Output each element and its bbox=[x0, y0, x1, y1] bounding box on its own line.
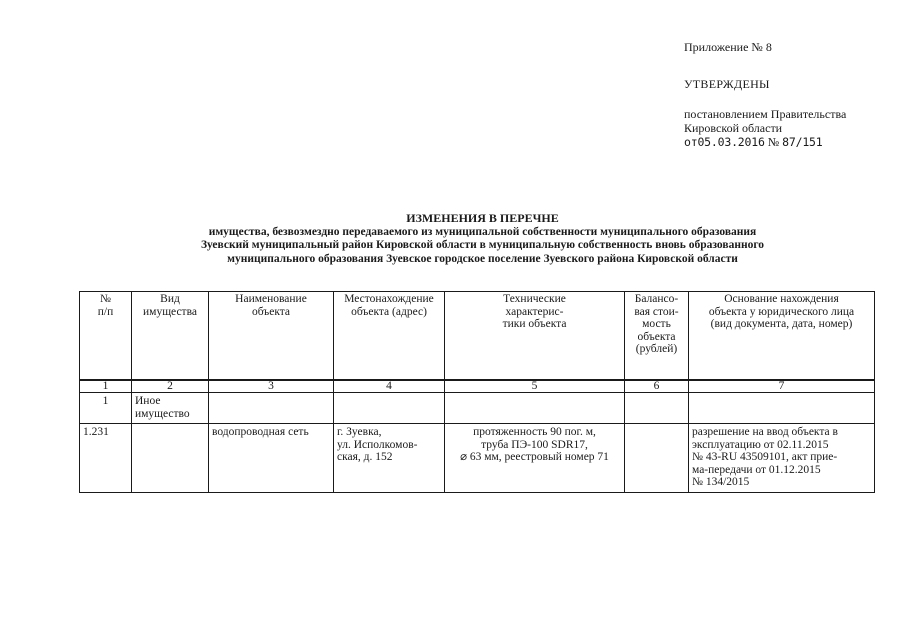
decree-date: 05.03.2016 bbox=[697, 135, 765, 149]
cell-line: ская, д. 152 bbox=[337, 451, 393, 463]
decree-block bbox=[684, 107, 846, 149]
cell-specs bbox=[445, 424, 625, 493]
header-cell-specs bbox=[445, 292, 625, 381]
title-heading: ИЗМЕНЕНИЯ В ПЕРЕЧНЕ bbox=[406, 211, 559, 225]
cell-line: Местонахождение bbox=[344, 293, 434, 305]
cell-line: (вид документа, дата, номер) bbox=[710, 318, 853, 330]
table-row bbox=[80, 424, 875, 493]
cell-line: Технические bbox=[503, 293, 566, 305]
header-cell-kind bbox=[132, 292, 209, 381]
column-number: 6 bbox=[625, 380, 689, 393]
cell-line: труба ПЭ-100 SDR17, bbox=[481, 438, 588, 451]
cell-line: Наименование bbox=[235, 293, 307, 305]
cell-line: Основание нахождения bbox=[724, 293, 839, 305]
column-number: 4 bbox=[334, 380, 445, 393]
column-number: 2 bbox=[132, 380, 209, 393]
cell-line: объекта bbox=[637, 330, 676, 343]
decree-number-sign: № bbox=[767, 135, 780, 149]
cell-line: № 134/2015 bbox=[692, 476, 750, 488]
cell-line: п/п bbox=[97, 305, 114, 318]
table-row bbox=[80, 393, 875, 424]
header-cell-name bbox=[209, 292, 334, 381]
cell-number: 1 bbox=[80, 393, 132, 424]
column-number: 7 bbox=[689, 380, 875, 393]
header-cell-basis bbox=[689, 292, 875, 381]
cell-line: ул. Исполкомов- bbox=[337, 438, 418, 451]
cell-line: объекта (адрес) bbox=[351, 305, 427, 318]
cell-number: 1.231 bbox=[80, 424, 132, 493]
cell-basis bbox=[689, 424, 875, 493]
approved-label: УТВЕРЖДЕНЫ bbox=[684, 77, 770, 91]
cell-address bbox=[334, 393, 445, 424]
cell-line: протяженность 90 пог. м, bbox=[473, 426, 596, 438]
column-number: 5 bbox=[445, 380, 625, 393]
cell-balance bbox=[625, 424, 689, 493]
column-number: 3 bbox=[209, 380, 334, 393]
cell-line: ⌀ 63 мм, реестровый номер 71 bbox=[460, 451, 609, 463]
cell-line: вая стои- bbox=[634, 305, 679, 318]
cell-line: ма-передачи от 01.12.2015 bbox=[692, 463, 821, 476]
cell-address bbox=[334, 424, 445, 493]
property-table bbox=[79, 291, 875, 493]
document-title bbox=[120, 212, 845, 266]
cell-line: Иное bbox=[135, 395, 161, 407]
column-number: 1 bbox=[80, 380, 132, 393]
decree-number: 87/151 bbox=[782, 135, 823, 149]
cell-line: эксплуатацию от 02.11.2015 bbox=[692, 438, 829, 451]
cell-line: разрешение на ввод объекта в bbox=[692, 426, 838, 438]
cell-line: мость bbox=[642, 318, 671, 330]
header-cell-number bbox=[80, 292, 132, 381]
cell-line: имущество bbox=[135, 407, 190, 420]
title-line: муниципального образования Зуевское городское поселение Зуевского района Кировской области bbox=[227, 252, 738, 265]
decree-line: Кировской области bbox=[684, 121, 783, 135]
cell-line: объекта bbox=[251, 305, 291, 318]
title-line: Зуевский муниципальный район Кировской области в муниципальную собственность вновь образованного bbox=[200, 239, 765, 251]
cell-line: Балансо- bbox=[634, 293, 679, 305]
cell-line: имущества bbox=[143, 305, 197, 318]
cell-line: объекта у юридического лица bbox=[708, 305, 855, 318]
table-header-row bbox=[80, 292, 875, 381]
cell-line: тики объекта bbox=[502, 318, 567, 330]
title-line: имущества, безвозмездно передаваемого из муниципальной собственности муниципального образования bbox=[208, 225, 757, 238]
cell-basis bbox=[689, 393, 875, 424]
column-number-row bbox=[80, 380, 875, 393]
cell-name: водопроводная сеть bbox=[209, 424, 334, 493]
cell-specs bbox=[445, 393, 625, 424]
cell-name bbox=[209, 393, 334, 424]
cell-line: г. Зуевка, bbox=[337, 426, 382, 438]
cell-line: (рублей) bbox=[635, 343, 678, 355]
cell-kind bbox=[132, 393, 209, 424]
cell-kind bbox=[132, 424, 209, 493]
cell-line: № 43-RU 43509101, акт прие- bbox=[692, 451, 838, 463]
header-cell-balance bbox=[625, 292, 689, 381]
cell-line: № bbox=[100, 293, 111, 305]
cell-line: характерис- bbox=[505, 305, 564, 318]
cell-balance bbox=[625, 393, 689, 424]
appendix-label: Приложение № 8 bbox=[684, 40, 772, 54]
decree-date-line bbox=[684, 135, 846, 149]
decree-date-prefix: от bbox=[684, 135, 698, 149]
decree-line: постановлением Правительства bbox=[684, 107, 847, 121]
cell-line: Вид bbox=[160, 293, 180, 305]
header-cell-address bbox=[334, 292, 445, 381]
